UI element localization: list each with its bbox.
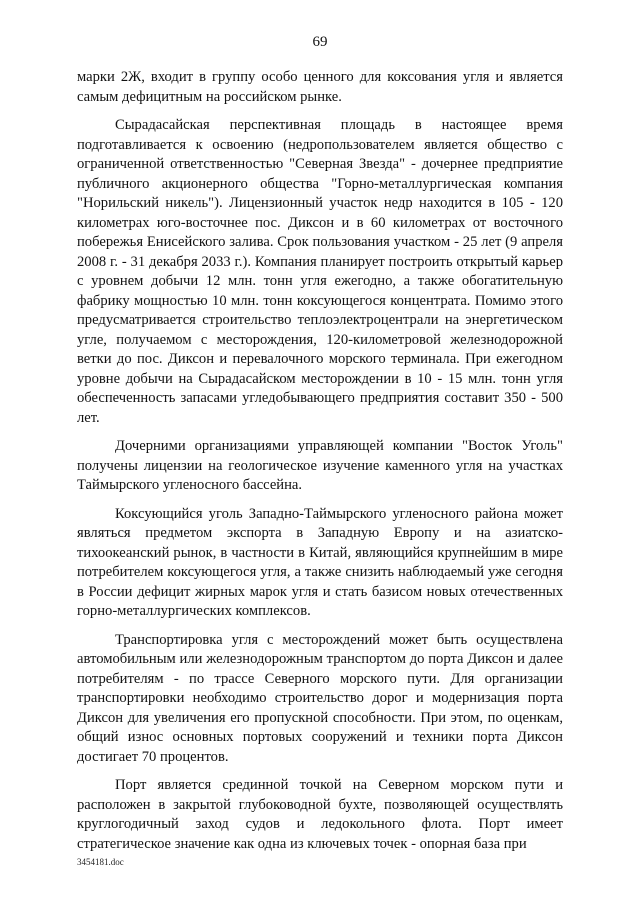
paragraph-1: марки 2Ж, входит в группу особо ценного для коксования угля и является самым дефицитным на российском рынке. [77, 69, 563, 105]
footer-document-id: 3454181.doc [77, 857, 124, 867]
paragraph-4: Коксующийся уголь Западно-Таймырского угленосного района может являться предметом экспорта в Западную Европу и на азиатско-тихоокеанский рынок, в частности в Китай, являющийся крупнейшим в мире потребителем коксующегося угля, а также снизить наблюдаемый уже сегодня в России дефицит жирных марок угля и стать базисом новых отечественных горно-металлургических комплексов. [77, 505, 563, 619]
paragraph-6: Порт является срединной точкой на Северном морском пути и расположен в закрытой глубоководной бухте, позволяющей осуществлять круглогодичный заход судов и ледокольного флота. Порт имеет стратегическое значение как одна из ключевых точек - опорная база при [77, 777, 563, 852]
paragraph-5: Транспортировка угля с месторождений может быть осуществлена автомобильным или железнодорожным транспортом до порта Диксон и далее потребителям - по трассе Северного морского пути. Для организации транспортировки необходимо строительство дорог и модернизация порта Диксон для увеличения его пропускной способности. При этом, по оценкам, общий износ основных портовых сооружений и техники порта Диксон достигает 70 процентов. [77, 631, 563, 765]
page-number: 69 [312, 34, 328, 50]
document-body [77, 68, 563, 863]
paragraph-3: Дочерними организациями управляющей компании "Восток Уголь" получены лицензии на геологическое изучение каменного угля на участках Таймырского угленосного бассейна. [77, 438, 563, 493]
paragraph-2: Сырадасайская перспективная площадь в настоящее время подготавливается к освоению (недропользователем является общество с ограниченной ответственностью "Северная Звезда" - дочернее предприятие публичного акционерного общества "Горно-металлургическая компания "Норильский никель"). Лицензионный участок недр находится в 105 - 120 километрах юго-восточнее пос. Диксон и в 60 километрах от восточного побережья Енисейского залива. Срок пользования участком - 25 лет (9 апреля 2008 г. - 31 декабря 2033 г.). Компания планирует построить открытый карьер с уровнем добычи 12 млн. тонн угля ежегодно, а также обогатительную фабрику мощностью 10 млн. тонн коксующегося концентрата. Помимо этого предусматривается строительство теплоэлектроцентрали на энергетическом угле, получаемом с месторождения, 120-километровой железнодорожной ветки до пос. Диксон и перевалочного морского терминала. При ежегодном уровне добычи на Сырадасайском месторождении в 10 - 15 млн. тонн угля обеспеченность запасами угледобывающего предприятия составит 350 - 500 лет. [77, 117, 563, 426]
